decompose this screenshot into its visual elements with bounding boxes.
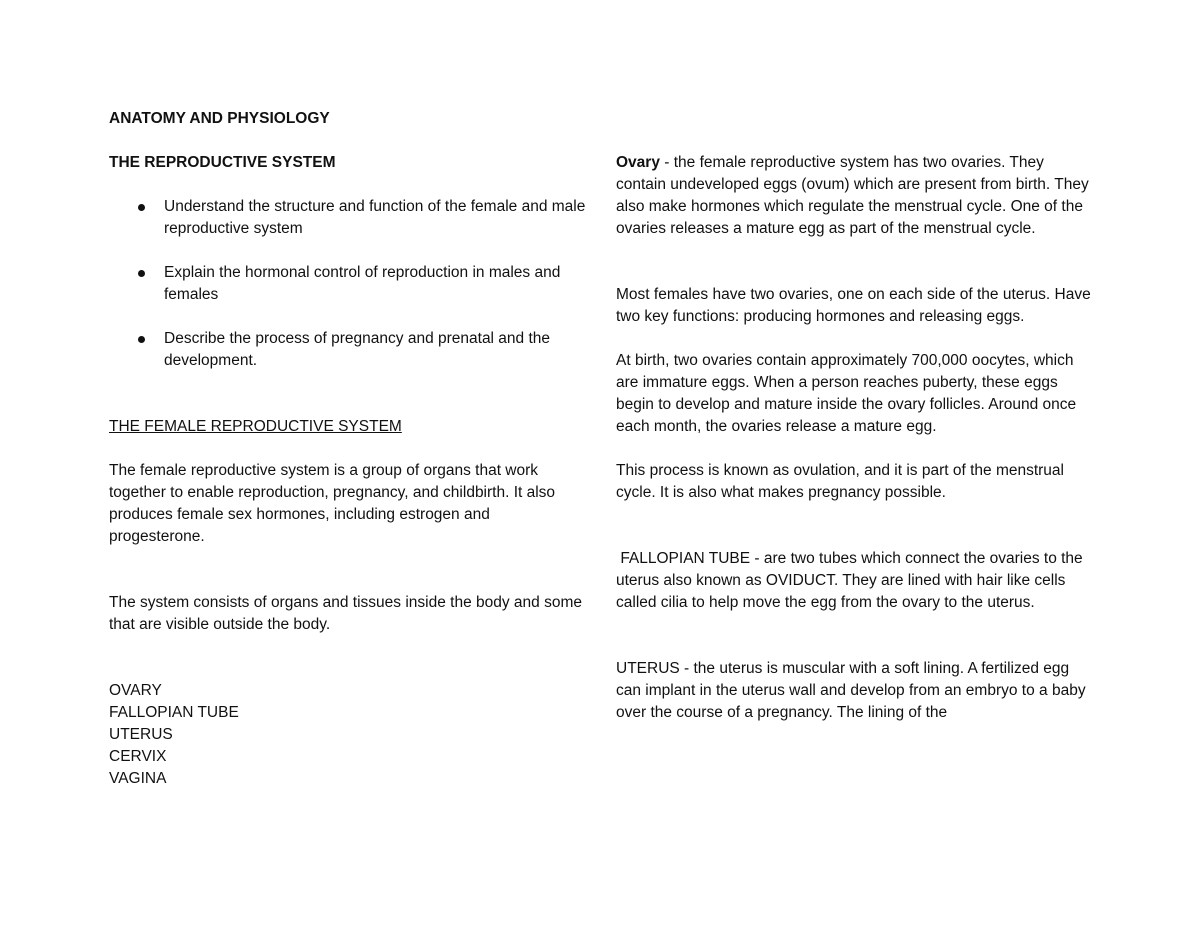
organ-item: VAGINA <box>109 770 167 787</box>
section-title: THE REPRODUCTIVE SYSTEM <box>109 154 336 171</box>
organ-item: UTERUS <box>109 726 173 743</box>
organ-list <box>109 680 589 790</box>
system-consists-paragraph: The system consists of organs and tissues inside the body and some that are visible outside the body. <box>109 594 582 633</box>
ovulation-paragraph: This process is known as ovulation, and it is part of the menstrual cycle. It is also what makes pregnancy possible. <box>616 462 1064 501</box>
ovary-paragraph <box>616 152 1096 240</box>
ovary-term: Ovary <box>616 154 660 171</box>
female-system-heading: THE FEMALE REPRODUCTIVE SYSTEM <box>109 418 402 435</box>
ovary-description: - the female reproductive system has two ovaries. They contain undeveloped eggs (ovum) which are present from birth. They also make hormones which regulate the menstrual cycle. One of the ovaries releases a mature egg as part of the menstrual cycle. <box>616 154 1089 237</box>
female-intro-paragraph: The female reproductive system is a group of organs that work together to enable reproduction, pregnancy, and childbirth. It also produces female sex hormones, including estrogen and progesterone. <box>109 462 556 545</box>
fallopian-paragraph: FALLOPIAN TUBE - are two tubes which connect the ovaries to the uterus also known as OVIDUCT. They are lined with hair like cells called cilia to help move the egg from the ovary to the uterus. <box>616 550 1087 611</box>
objective-item <box>109 262 589 306</box>
left-column <box>109 108 589 790</box>
uterus-paragraph: UTERUS - the uterus is muscular with a soft lining. A fertilized egg can implant in the uterus wall and develop from an embryo to a baby over the course of a pregnancy. The lining of the <box>616 660 1086 721</box>
objective-item <box>109 196 589 240</box>
organ-item: FALLOPIAN TUBE <box>109 704 239 721</box>
document-title: ANATOMY AND PHYSIOLOGY <box>109 110 330 127</box>
two-ovaries-paragraph: Most females have two ovaries, one on each side of the uterus. Have two key functions: producing hormones and releasing eggs. <box>616 286 1091 325</box>
at-birth-paragraph: At birth, two ovaries contain approximately 700,000 oocytes, which are immature eggs. When a person reaches puberty, these eggs begin to develop and mature inside the ovary follicles. Around once each month, the ovaries release a mature egg. <box>616 352 1077 435</box>
right-column <box>616 152 1096 746</box>
objective-text: Describe the process of pregnancy and prenatal and the development. <box>164 330 551 369</box>
bullet-icon <box>138 336 145 343</box>
bullet-icon <box>138 204 145 211</box>
objective-text: Explain the hormonal control of reproduction in males and females <box>164 264 561 303</box>
objective-item <box>109 328 589 372</box>
organ-item: CERVIX <box>109 748 167 765</box>
bullet-icon <box>138 270 145 277</box>
objectives-list <box>109 196 589 372</box>
organ-item: OVARY <box>109 682 162 699</box>
objective-text: Understand the structure and function of the female and male reproductive system <box>164 198 586 237</box>
